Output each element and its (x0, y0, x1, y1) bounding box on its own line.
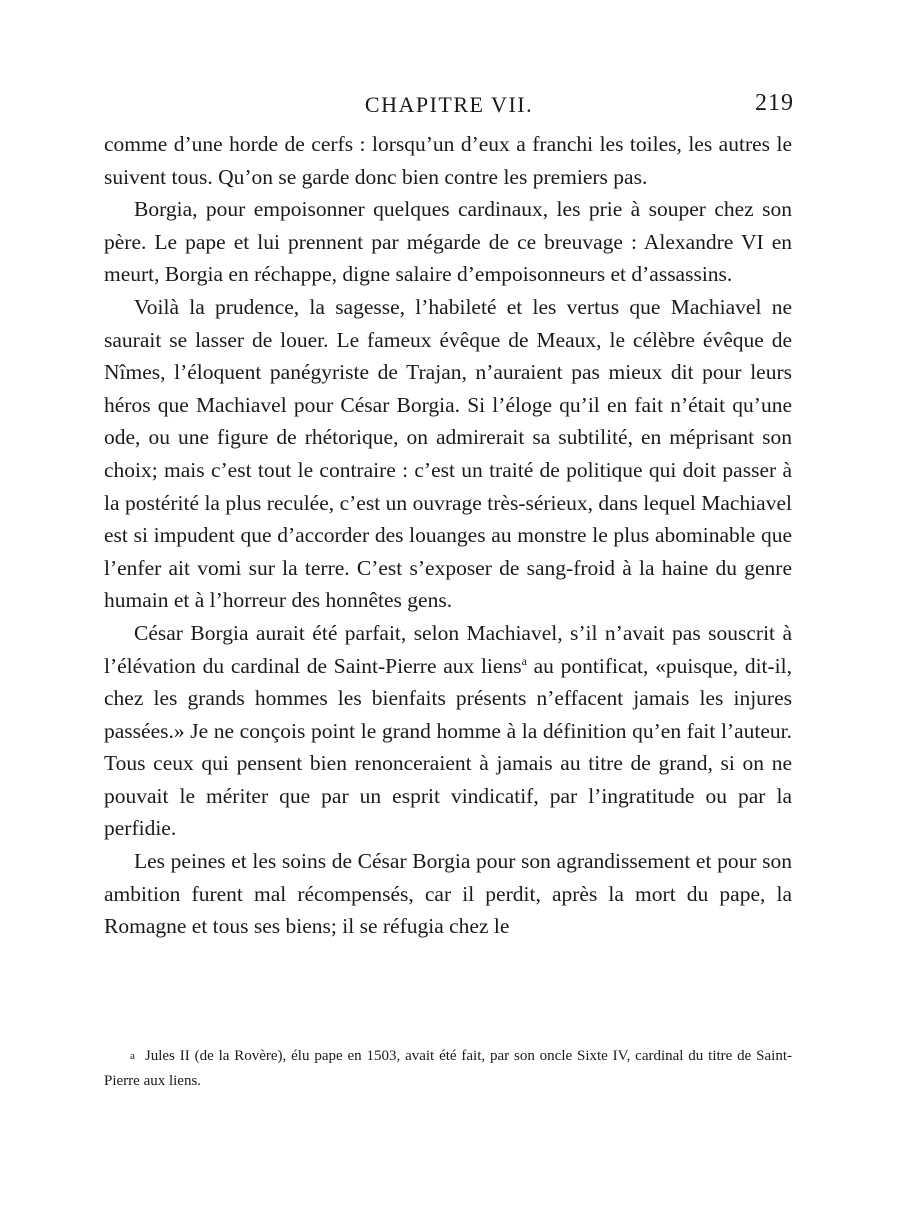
paragraph-5: Les peines et les soins de César Borgia pour son agrandissement et pour son ambition furent mal récompensés, car il perdit, après la mort du pape, la Romagne et tous ses biens; il se réfugia chez le (104, 849, 792, 939)
paragraph-4-text-after: au pontificat, «puisque, dit-il, chez les grands hommes les bienfaits présents n’effacent jamais les injures passées.» Je ne conçois point le grand homme à la définition qu’en fait l’auteur. Tous ceux qui pensent bien renonceraient à jamais au titre de grand, si on ne pouvait le mériter que par un esprit vindicatif, par l’ingratitude ou par la perfidie. (104, 653, 792, 841)
footnote-mark: a (130, 1050, 135, 1062)
footnote (104, 1044, 792, 1093)
chapter-title: CHAPITRE VII. (364, 92, 534, 117)
paragraph-3: Voilà la prudence, la sagesse, l’habileté et les vertus que Machiavel ne saurait se lasser de louer. Le fameux évêque de Meaux, le célèbre évêque de Nîmes, l’éloquent panégyriste de Trajan, n’auraient pas mieux dit pour leurs héros que Machiavel pour César Borgia. Si l’éloge qu’il en fait n’était qu’une ode, ou une figure de rhétorique, on admirerait sa subtilité, en méprisant son choix; mais c’est tout le contraire : c’est un traité de politique qui doit passer à la postérité la plus reculée, c’est un ouvrage très-sérieux, dans lequel Machiavel est si impudent que d’accorder des louanges au monstre le plus abominable que l’enfer ait vomi sur la terre. C’est s’exposer de sang-froid à la haine du genre humain et à l’horreur des honnêtes gens. (104, 294, 792, 613)
paragraph-4-text-before: César Borgia aurait été parfait, selon Machiavel, s’il n’avait pas souscrit à l’élévation du cardinal de Saint-Pierre aux liens (104, 620, 792, 678)
body-text (104, 128, 792, 943)
paragraph-1: comme d’une horde de cerfs : lorsqu’un d’eux a franchi les toiles, les autres le suivent tous. Qu’on se garde donc bien contre les premiers pas. (104, 132, 792, 189)
paragraph-4 (104, 617, 792, 845)
footnote-text: Jules II (de la Rovère), élu pape en 1503, avait été fait, par son oncle Sixte IV, cardinal du titre de Saint-Pierre aux liens. (104, 1048, 792, 1089)
footnote-reference-a[interactable]: a (521, 653, 527, 668)
page-number: 219 (755, 90, 794, 116)
paragraph-2: Borgia, pour empoisonner quelques cardinaux, les prie à souper chez son père. Le pape et lui prennent par mégarde de ce breuvage : Alexandre VI en meurt, Borgia en réchappe, digne salaire d’empoisonneurs et d’assassins. (104, 197, 792, 287)
running-head (104, 88, 794, 122)
